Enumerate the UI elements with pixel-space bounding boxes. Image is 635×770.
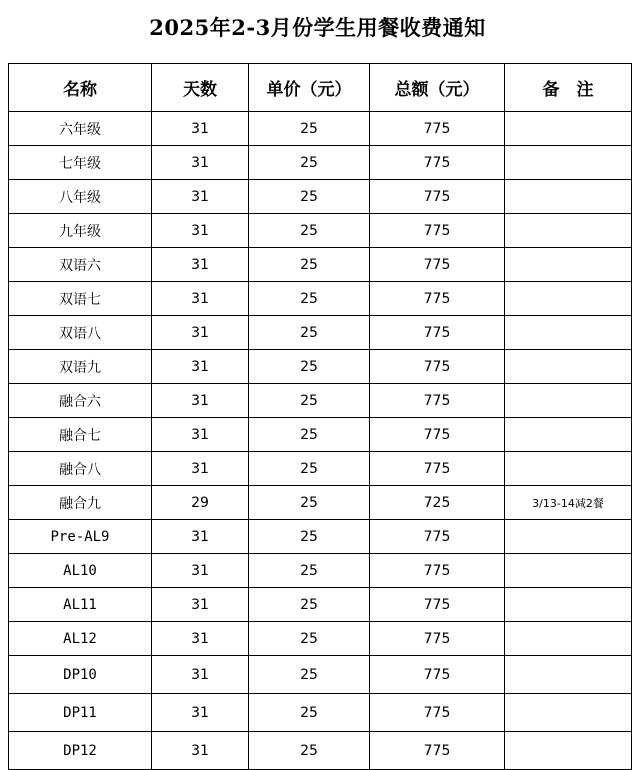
cell-name: 双语八 [9, 316, 152, 350]
cell-days: 31 [152, 112, 249, 146]
cell-days: 31 [152, 452, 249, 486]
cell-unit-price: 25 [249, 554, 370, 588]
cell-total: 775 [370, 656, 505, 694]
table-row [9, 180, 632, 214]
cell-remark [505, 248, 632, 282]
table-body [9, 112, 632, 770]
table-row [9, 486, 632, 520]
cell-remark: 3/13-14减2餐 [505, 486, 632, 520]
cell-name: AL12 [9, 622, 152, 656]
cell-unit-price: 25 [249, 520, 370, 554]
cell-remark [505, 350, 632, 384]
cell-name: 双语九 [9, 350, 152, 384]
cell-total: 775 [370, 520, 505, 554]
table-row [9, 384, 632, 418]
cell-name: AL11 [9, 588, 152, 622]
cell-unit-price: 25 [249, 452, 370, 486]
cell-total: 775 [370, 350, 505, 384]
cell-unit-price: 25 [249, 418, 370, 452]
cell-days: 31 [152, 656, 249, 694]
cell-unit-price: 25 [249, 350, 370, 384]
table-row [9, 656, 632, 694]
header-name: 名称 [9, 64, 152, 112]
cell-days: 31 [152, 282, 249, 316]
cell-days: 31 [152, 248, 249, 282]
cell-unit-price: 25 [249, 316, 370, 350]
cell-name: 融合九 [9, 486, 152, 520]
cell-unit-price: 25 [249, 588, 370, 622]
cell-days: 31 [152, 622, 249, 656]
cell-name: DP10 [9, 656, 152, 694]
cell-name: AL10 [9, 554, 152, 588]
cell-unit-price: 25 [249, 146, 370, 180]
cell-days: 29 [152, 486, 249, 520]
cell-days: 31 [152, 214, 249, 248]
table-row [9, 418, 632, 452]
cell-remark [505, 732, 632, 770]
header-unit-price: 单价（元） [249, 64, 370, 112]
table-row [9, 588, 632, 622]
cell-remark [505, 622, 632, 656]
cell-days: 31 [152, 732, 249, 770]
cell-days: 31 [152, 384, 249, 418]
cell-days: 31 [152, 316, 249, 350]
cell-total: 775 [370, 316, 505, 350]
cell-total: 775 [370, 180, 505, 214]
table-row [9, 214, 632, 248]
table-row [9, 248, 632, 282]
header-remark: 备 注 [505, 64, 632, 112]
cell-remark [505, 694, 632, 732]
cell-unit-price: 25 [249, 732, 370, 770]
cell-days: 31 [152, 350, 249, 384]
table-row [9, 732, 632, 770]
fee-table [8, 63, 632, 770]
table-row [9, 554, 632, 588]
header-days: 天数 [152, 64, 249, 112]
cell-total: 775 [370, 384, 505, 418]
cell-total: 775 [370, 732, 505, 770]
table-header-row [9, 64, 632, 112]
cell-remark [505, 316, 632, 350]
cell-remark [505, 520, 632, 554]
cell-remark [505, 214, 632, 248]
cell-total: 775 [370, 622, 505, 656]
cell-unit-price: 25 [249, 112, 370, 146]
cell-days: 31 [152, 146, 249, 180]
table-row [9, 452, 632, 486]
cell-days: 31 [152, 418, 249, 452]
cell-total: 775 [370, 554, 505, 588]
cell-unit-price: 25 [249, 214, 370, 248]
cell-remark [505, 112, 632, 146]
table-row [9, 694, 632, 732]
cell-remark [505, 452, 632, 486]
cell-remark [505, 588, 632, 622]
cell-total: 775 [370, 248, 505, 282]
cell-remark [505, 384, 632, 418]
cell-name: 双语七 [9, 282, 152, 316]
cell-name: 六年级 [9, 112, 152, 146]
cell-name: DP11 [9, 694, 152, 732]
table-row [9, 350, 632, 384]
cell-total: 775 [370, 146, 505, 180]
cell-days: 31 [152, 554, 249, 588]
cell-remark [505, 554, 632, 588]
cell-unit-price: 25 [249, 180, 370, 214]
cell-remark [505, 282, 632, 316]
cell-unit-price: 25 [249, 694, 370, 732]
table-row [9, 316, 632, 350]
table-row [9, 622, 632, 656]
cell-name: 融合八 [9, 452, 152, 486]
cell-total: 775 [370, 214, 505, 248]
cell-total: 775 [370, 588, 505, 622]
cell-unit-price: 25 [249, 282, 370, 316]
cell-total: 775 [370, 418, 505, 452]
cell-name: 八年级 [9, 180, 152, 214]
cell-remark [505, 418, 632, 452]
cell-total: 775 [370, 112, 505, 146]
cell-days: 31 [152, 180, 249, 214]
page-title: 2025年2-3月份学生用餐收费通知 [149, 15, 486, 40]
table-row [9, 282, 632, 316]
cell-unit-price: 25 [249, 622, 370, 656]
cell-name: 融合七 [9, 418, 152, 452]
cell-unit-price: 25 [249, 248, 370, 282]
cell-name: 双语六 [9, 248, 152, 282]
cell-total: 775 [370, 694, 505, 732]
table-row [9, 112, 632, 146]
cell-name: Pre-AL9 [9, 520, 152, 554]
cell-total: 725 [370, 486, 505, 520]
cell-name: 七年级 [9, 146, 152, 180]
cell-total: 775 [370, 452, 505, 486]
cell-remark [505, 180, 632, 214]
cell-remark [505, 146, 632, 180]
header-total: 总额（元） [370, 64, 505, 112]
table-row [9, 146, 632, 180]
table-row [9, 520, 632, 554]
cell-days: 31 [152, 588, 249, 622]
cell-name: 融合六 [9, 384, 152, 418]
cell-days: 31 [152, 520, 249, 554]
cell-unit-price: 25 [249, 486, 370, 520]
cell-unit-price: 25 [249, 384, 370, 418]
cell-remark [505, 656, 632, 694]
cell-days: 31 [152, 694, 249, 732]
cell-unit-price: 25 [249, 656, 370, 694]
cell-name: DP12 [9, 732, 152, 770]
cell-name: 九年级 [9, 214, 152, 248]
cell-total: 775 [370, 282, 505, 316]
